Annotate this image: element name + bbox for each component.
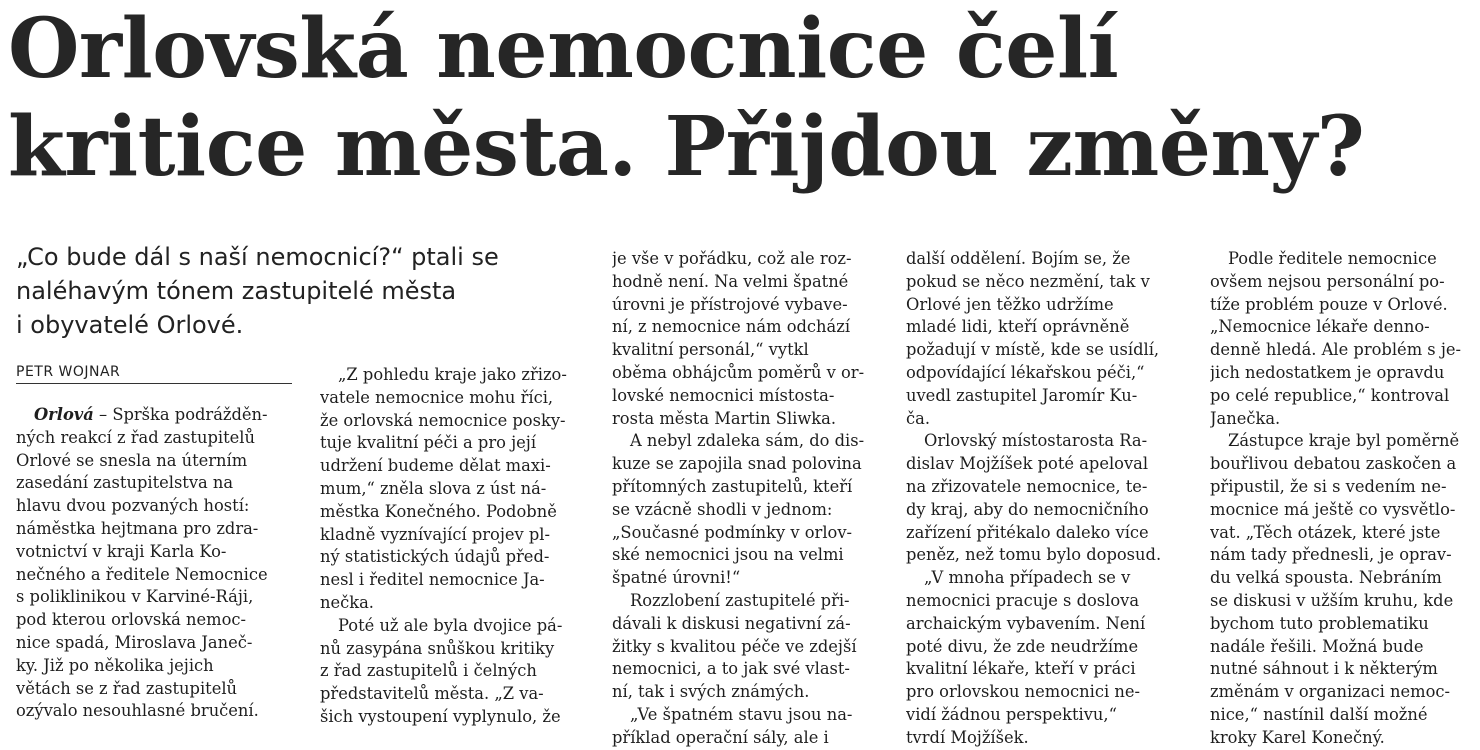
article-line: zasedání zastupitelstva na [16,473,234,493]
article-line: žitky s kvalitou péče ve zdejší [612,636,857,656]
article-line: „Nemocnice lékaře denno- [1210,317,1430,337]
article-line: dy kraj, aby do nemocničního [906,499,1149,519]
article-line: odpovídající lékařskou péči,“ [906,362,1145,382]
article-line: „V mnoha případech se v [924,568,1131,588]
lead-line: „Co bude dál s naší nemocnicí?“ ptali se [16,243,499,271]
article-line: Orlové se snesla na úterním [16,450,248,470]
article-line: že orlovská nemocnice posky- [320,410,566,430]
article-line: pokud se něco nezmění, tak v [906,271,1150,291]
article-line: pod kterou orlovská nemoc- [16,610,246,630]
article-line: nadále řešili. Možná bude [1210,636,1424,656]
article-line: ozývalo nesouhlasné bručení. [16,701,259,721]
article-line: uvedl zastupitel Jaromír Ku- [906,385,1138,405]
byline: PETR WOJNAR [16,364,292,384]
article-line: dávali k diskusi negativní zá- [612,613,851,633]
article-line: úrovni je přístrojové vybave- [612,294,848,314]
article-line: bychom tuto problematiku [1210,613,1429,633]
article-line: z řad zastupitelů i čelných [320,661,537,681]
article-line: ovšem nejsou personální po- [1210,271,1445,291]
article-line: ný statistických údajů před- [320,547,550,567]
article-line: špatné úrovni!“ [612,568,741,588]
article-line: další oddělení. Bojím se, že [906,249,1131,268]
article-line: nečka. [320,592,374,612]
article-column-5 [1210,248,1478,750]
article-line: ní, z nemocnice nám odchází [612,317,851,337]
article-line: poté divu, že zde neudržíme [906,636,1139,656]
article-line: náměstka hejtmana pro zdra- [16,518,259,538]
article-line: nám tady přednesli, je oprav- [1210,545,1452,565]
article-line: ské nemocnici jsou na velmi [612,545,844,565]
article-line: rosta města Martin Sliwka. [612,408,837,428]
article-line: tuje kvalitní péči a pro její [320,433,537,453]
article-line-text: – Sprška podrážděn- [93,405,268,424]
article-line: se diskusi v užším kruhu, kde [1210,590,1454,610]
article-line: ní, tak i svých známých. [612,682,810,702]
article-line: je vše v pořádku, což ale roz- [612,249,852,268]
article-line: „Ve špatném stavu jsou na- [630,704,853,724]
article-line: hodně není. Na velmi špatné [612,271,849,291]
article-line: archaickým vybavením. Není [906,613,1146,633]
article-line: zařízení přitékalo daleko více [906,522,1149,542]
lead-line: naléhavým tónem zastupitelé města [16,277,457,305]
article-line: kladně vyznívající projev pl- [320,524,551,544]
article-line: udržení budeme dělat maxi- [320,456,551,476]
article-line: votnictví v kraji Karla Ko- [16,541,227,561]
article-line: změnám v organizaci nemoc- [1210,682,1451,702]
article-line: mladé lidi, kteří oprávněně [906,317,1130,337]
article-line: se vzácně shodli v jednom: [612,499,833,519]
article-line: hlavu dvou pozvaných hostí: [16,496,250,516]
article-line: vat. „Těch otázek, které jste [1210,522,1441,542]
article-line: představitelů města. „Z va- [320,684,544,704]
article-line: ča. [906,408,931,428]
article-line: nutné sáhnout i k některým [1210,659,1438,679]
article-line: oběma obhájcům poměrů v or- [612,362,865,382]
article-line: peněz, než tomu bylo doposud. [906,545,1162,565]
article-line: nů zasypána snůškou kritiky [320,638,555,658]
article-line: kvalitní lékaře, kteří v práci [906,659,1136,679]
article-column-4 [906,248,1188,750]
article-line: ných reakcí z řad zastupitelů [16,427,255,447]
article-line: vidí žádnou perspektivu,“ [906,704,1117,724]
article-line: požadují v místě, kde se usídlí, [906,340,1160,360]
article-line: Orlovský místostarosta Ra- [924,431,1148,451]
article-line: kvalitní personál,“ vytkl [612,340,809,360]
article-line: Rozzlobení zastupitelé při- [630,590,850,610]
article-line: po celé republice,“ kontroval [1210,385,1450,405]
article-line: vatele nemocnice mohu říci, [320,387,554,407]
article-line: s poliklinikou v Karviné-Ráji, [16,587,254,607]
article-line: nice spadá, Miroslava Janeč- [16,632,253,652]
article-line: šich vystoupení vyplynulo, že [320,706,561,726]
article-line: kroky Karel Konečný. [1210,727,1385,747]
article-line: Zástupce kraje byl poměrně [1228,431,1460,451]
article-line: na zřizovatele nemocnice, te- [906,476,1148,496]
article-line: nesl i ředitel nemocnice Ja- [320,570,545,590]
article-line: kuze se zapojila snad polovina [612,454,862,474]
article-line: přítomných zastupitelů, kteří [612,476,853,496]
article-column-2 [320,364,588,729]
article-column-1 [16,404,294,723]
article-line: nemocnici pracuje s doslova [906,590,1140,610]
headline-line: kritice města. Přijdou změny? [8,99,1365,195]
headline-line: Orlovská nemocnice čelí [8,1,1119,97]
dateline: Orlová [34,405,94,424]
article-line: Janečka. [1210,408,1281,428]
article-line: příklad operační sály, ale i [612,727,829,747]
article-line: nice,“ nastínil další možné [1210,704,1428,724]
lead-paragraph [16,240,556,342]
article-line: dislav Mojžíšek poté apeloval [906,454,1149,474]
article-line: „Z pohledu kraje jako zřizo- [338,365,567,384]
article-line: A nebyl zdaleka sám, do dis- [630,431,865,451]
article-line: „Současné podmínky v orlov- [612,522,853,542]
article-line [16,404,294,427]
headline [8,0,1478,196]
lead-line: i obyvatelé Orlové. [16,311,244,339]
article-line: Poté už ale byla dvojice pá- [338,615,563,635]
article-line: připustil, že si s vedením ne- [1210,476,1447,496]
article-line: pro orlovskou nemocnici ne- [906,682,1140,702]
article-line: denně hledá. Ale problém s je- [1210,340,1462,360]
article-line: větách se z řad zastupitelů [16,678,238,698]
article-column-3 [612,248,890,750]
article-line: lovské nemocnici místosta- [612,385,835,405]
article-line: nemocnici, a to jak své vlast- [612,659,850,679]
article-line: Podle ředitele nemocnice [1228,249,1437,268]
article-line: Orlové jen těžko udržíme [906,294,1114,314]
article-line: bouřlivou debatou zaskočen a [1210,454,1457,474]
article-line: nečného a ředitele Nemocnice [16,564,268,584]
article-line: jich nedostatkem je opravdu [1210,362,1445,382]
article-line: mum,“ zněla slova z úst ná- [320,478,547,498]
article-line: ky. Již po několika jejich [16,655,214,675]
article-line: městka Konečného. Podobně [320,501,557,521]
article-line: tíže problém pouze v Orlové. [1210,294,1448,314]
article-line: mocnice má ještě co vysvětlo- [1210,499,1456,519]
article-line: tvrdí Mojžíšek. [906,727,1029,747]
article-line: du velká spousta. Nebráním [1210,568,1442,588]
